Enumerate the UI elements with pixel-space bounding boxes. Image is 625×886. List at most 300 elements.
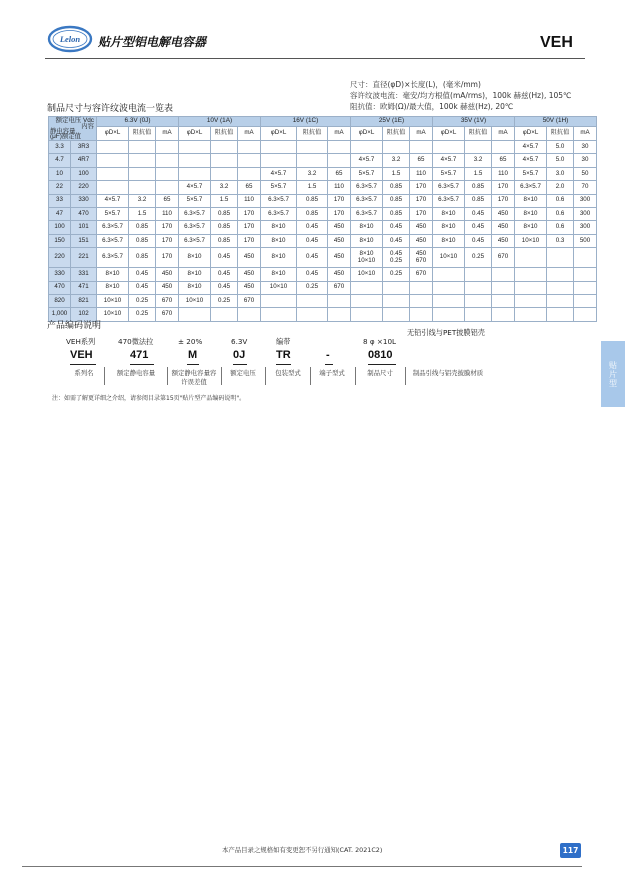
table-cell: 4×5.7	[351, 154, 383, 167]
table-cell	[492, 268, 515, 281]
table-cell: 0.3	[547, 234, 574, 247]
table-cell: 0.85	[211, 207, 238, 220]
table-cell: 0.85	[297, 207, 328, 220]
table-cell	[574, 248, 597, 268]
table-cell: 6.3×5.7	[351, 194, 383, 207]
table-cell: 6.3×5.7	[97, 234, 129, 247]
table-cell: 1.5	[297, 181, 328, 194]
table-cell	[238, 141, 261, 154]
capacitance-code: 331	[71, 268, 97, 281]
table-cell	[547, 281, 574, 294]
table-cell: 0.85	[297, 194, 328, 207]
table-cell: 65	[410, 154, 433, 167]
voltage-header: 10V (1A)	[179, 117, 261, 127]
table-cell	[328, 294, 351, 307]
table-cell: 170	[328, 207, 351, 220]
table-cell: 8×10	[515, 207, 547, 220]
code-part-capacitance: 471	[130, 349, 149, 361]
capacitance-value: 4.7	[49, 154, 71, 167]
table-row	[49, 194, 597, 207]
table-cell: 670	[328, 281, 351, 294]
code-desc-packaging: 编带	[276, 337, 291, 346]
table-cell	[351, 141, 383, 154]
code-underline	[70, 364, 96, 365]
table-cell: 4×5.7	[97, 194, 129, 207]
capacitance-value: 10	[49, 167, 71, 180]
code-label-material: 制品引线与铝壳披膜材质	[412, 369, 484, 377]
table-cell: 8×10	[515, 221, 547, 234]
lelon-logo	[47, 25, 93, 53]
code-underline	[130, 364, 154, 365]
capacitance-code: 102	[71, 308, 97, 321]
capacitance-value: 1,000	[49, 308, 71, 321]
table-cell	[156, 167, 179, 180]
code-divider	[265, 367, 266, 385]
table-cell: 0.85	[129, 234, 156, 247]
table-cell: 450	[328, 221, 351, 234]
table-cell: 450	[492, 221, 515, 234]
table-cell: 670	[492, 248, 515, 268]
table-cell: 8×10	[433, 221, 465, 234]
table-cell	[433, 308, 465, 321]
table-cell: 0.85	[211, 221, 238, 234]
table-cell: 8×10	[351, 234, 383, 247]
table-cell: 450	[238, 268, 261, 281]
table-cell: 8×10	[97, 281, 129, 294]
table-cell: 0.85	[211, 234, 238, 247]
table-cell: 0.25	[383, 268, 410, 281]
code-label-capacitance: 额定静电容量	[116, 369, 156, 377]
table-cell: 5×5.7	[179, 194, 211, 207]
capacitance-value: 22	[49, 181, 71, 194]
capacitance-value: 220	[49, 248, 71, 268]
table-cell	[547, 308, 574, 321]
capacitance-code: 471	[71, 281, 97, 294]
capacitance-value: 330	[49, 268, 71, 281]
sub-header-cell: mA	[156, 127, 179, 141]
voltage-header: 6.3V (0J)	[97, 117, 179, 127]
table-cell	[261, 141, 297, 154]
sub-header-cell: φD×L	[97, 127, 129, 141]
table-cell: 450	[410, 221, 433, 234]
code-label-terminal: 端子型式	[319, 369, 345, 377]
table-cell: 0.45	[297, 248, 328, 268]
table-cell	[515, 281, 547, 294]
table-cell: 0.6	[547, 207, 574, 220]
capacitance-value: 47	[49, 207, 71, 220]
table-cell: 30	[574, 141, 597, 154]
code-desc-series: VEH系列	[66, 337, 96, 346]
table-cell: 170	[156, 221, 179, 234]
sub-header-row	[49, 127, 597, 141]
capacitance-code: 3R3	[71, 141, 97, 154]
code-label-packaging: 包装型式	[275, 369, 301, 377]
capacitance-code: 330	[71, 194, 97, 207]
note-ripple: 容许纹波电流：毫安/均方根值(mA/rms)，100k 赫兹(Hz), 105℃	[350, 91, 572, 100]
table-cell: 0.6	[547, 194, 574, 207]
table-cell: 450	[238, 248, 261, 268]
code-divider	[221, 367, 222, 385]
code-label-voltage: 额定电压	[230, 369, 256, 377]
table-cell: 6.3×5.7	[97, 248, 129, 268]
table-cell	[156, 181, 179, 194]
table-cell: 8×10	[433, 234, 465, 247]
table-cell: 0.85	[465, 181, 492, 194]
table-cell	[211, 141, 238, 154]
capacitance-code: 821	[71, 294, 97, 307]
code-part-size: 0810	[368, 349, 393, 361]
table-cell: 70	[574, 181, 597, 194]
table-cell: 0.45	[297, 268, 328, 281]
table-cell: 6.3×5.7	[179, 234, 211, 247]
table-cell	[129, 154, 156, 167]
table-cell: 0.25	[129, 294, 156, 307]
table-cell	[297, 141, 328, 154]
sub-header-cell: φD×L	[261, 127, 297, 141]
table-cell	[261, 294, 297, 307]
table-cell: 6.3×5.7	[351, 181, 383, 194]
capacitance-code: 4R7	[71, 154, 97, 167]
table-cell: 670	[238, 294, 261, 307]
code-section-title: 产品编码说明	[47, 321, 102, 331]
table-cell: 65	[156, 194, 179, 207]
code-divider	[355, 367, 356, 385]
table-cell: 8×10	[261, 234, 297, 247]
table-cell: 170	[156, 234, 179, 247]
code-underline	[187, 364, 199, 365]
table-cell: 0.85	[383, 207, 410, 220]
table-cell: 8×10	[433, 207, 465, 220]
table-cell: 5×5.7	[97, 207, 129, 220]
table-cell	[211, 308, 238, 321]
table-cell	[410, 294, 433, 307]
table-cell: 8×10 10×10	[351, 248, 383, 268]
voltage-header: 35V (1V)	[433, 117, 515, 127]
sub-header-cell: 阻抗值	[383, 127, 410, 141]
table-cell	[492, 294, 515, 307]
table-cell: 10×10	[97, 308, 129, 321]
code-underline	[368, 364, 396, 365]
table-cell: 5×5.7	[351, 167, 383, 180]
table-cell	[156, 141, 179, 154]
table-cell	[97, 141, 129, 154]
table-cell: 0.45	[465, 234, 492, 247]
capacitance-value: 150	[49, 234, 71, 247]
table-row	[49, 221, 597, 234]
capacitance-value: 470	[49, 281, 71, 294]
table-cell	[410, 141, 433, 154]
table-cell: 0.45	[465, 221, 492, 234]
table-cell	[97, 154, 129, 167]
voltage-header: 25V (1E)	[351, 117, 433, 127]
table-cell: 170	[492, 194, 515, 207]
table-cell: 1.5	[129, 207, 156, 220]
table-row	[49, 207, 597, 220]
footnote: 注：如需了解更详细之介绍，请参阅目录第15页"贴片型产品编码说明"。	[52, 395, 246, 402]
table-cell: 6.3×5.7	[97, 221, 129, 234]
table-cell: 450	[328, 268, 351, 281]
table-cell: 10×10	[351, 268, 383, 281]
side-tab: 贴片型	[601, 341, 625, 407]
table-cell	[433, 281, 465, 294]
corner-voltage: 额定电压 Vdc	[55, 117, 94, 124]
table-cell: 170	[156, 248, 179, 268]
table-cell: 6.3×5.7	[515, 181, 547, 194]
table-cell	[492, 281, 515, 294]
sub-header-cell: φD×L	[515, 127, 547, 141]
table-cell: 170	[238, 234, 261, 247]
footer-note: 本产品目录之规格如有变更恕不另行通知(CAT. 2021C2)	[222, 846, 383, 854]
table-cell: 3.2	[383, 154, 410, 167]
table-cell	[351, 294, 383, 307]
table-cell: 5×5.7	[261, 181, 297, 194]
table-cell: 4×5.7	[179, 181, 211, 194]
table-cell	[328, 308, 351, 321]
table-cell	[433, 268, 465, 281]
table-cell: 0.25	[211, 294, 238, 307]
table-cell: 10×10	[179, 294, 211, 307]
table-cell: 450	[410, 234, 433, 247]
table-cell	[547, 248, 574, 268]
table-cell	[129, 181, 156, 194]
table-cell: 170	[410, 207, 433, 220]
page-number: 117	[560, 843, 581, 858]
table-cell: 6.3×5.7	[261, 194, 297, 207]
voltage-header: 50V (1H)	[515, 117, 597, 127]
code-part-series: VEH	[70, 349, 93, 361]
table-cell: 300	[574, 207, 597, 220]
table-cell: 170	[410, 181, 433, 194]
table-cell: 5×5.7	[433, 167, 465, 180]
table-cell: 8×10	[179, 281, 211, 294]
table-cell: 10×10	[261, 281, 297, 294]
table-cell: 0.85	[465, 194, 492, 207]
table-cell: 0.85	[129, 248, 156, 268]
table-cell	[433, 141, 465, 154]
table-row	[49, 154, 597, 167]
table-cell	[574, 294, 597, 307]
table-cell: 1.5	[465, 167, 492, 180]
table-cell	[179, 154, 211, 167]
note-dimension: 尺寸：直径(φD)×长度(L)，(毫米/mm)	[350, 80, 481, 89]
page-title: 贴片型铝电解电容器	[98, 35, 207, 49]
capacitance-code: 100	[71, 167, 97, 180]
table-cell: 0.45	[211, 268, 238, 281]
table-cell: 10×10	[433, 248, 465, 268]
table-cell	[328, 141, 351, 154]
code-divider	[104, 367, 105, 385]
sub-header-cell: 阻抗值	[297, 127, 328, 141]
table-cell: 450	[156, 281, 179, 294]
table-cell: 170	[238, 207, 261, 220]
capacitance-value: 3.3	[49, 141, 71, 154]
table-cell: 6.3×5.7	[179, 207, 211, 220]
code-underline	[233, 364, 247, 365]
table-cell: 300	[574, 221, 597, 234]
table-cell	[129, 141, 156, 154]
voltage-header: 16V (1C)	[261, 117, 351, 127]
table-cell: 3.2	[297, 167, 328, 180]
code-part-terminal: -	[326, 349, 330, 361]
table-cell	[465, 281, 492, 294]
sub-header-cell: 阻抗值	[465, 127, 492, 141]
table-cell: 670	[156, 308, 179, 321]
table-cell: 500	[574, 234, 597, 247]
table-cell: 450	[156, 268, 179, 281]
table-cell	[383, 294, 410, 307]
table-cell	[547, 294, 574, 307]
table-cell	[515, 248, 547, 268]
table-cell: 4×5.7	[261, 167, 297, 180]
code-desc-size: 8 φ ×10L	[363, 337, 397, 346]
table-cell: 0.25	[129, 308, 156, 321]
table-cell: 0.45	[465, 207, 492, 220]
table-cell: 1.5	[383, 167, 410, 180]
table-cell: 3.2	[465, 154, 492, 167]
table-cell: 8×10	[179, 248, 211, 268]
table-cell: 8×10	[97, 268, 129, 281]
table-cell	[261, 308, 297, 321]
table-row	[49, 141, 597, 154]
code-label-size: 制品尺寸	[367, 369, 393, 377]
code-divider	[310, 367, 311, 385]
table-cell	[492, 308, 515, 321]
corner-item: 内容	[81, 123, 94, 130]
table-cell	[410, 308, 433, 321]
table-cell: 3.0	[547, 167, 574, 180]
table-cell: 0.45	[383, 221, 410, 234]
table-cell	[261, 154, 297, 167]
table-cell: 8×10	[261, 221, 297, 234]
code-part-voltage: 0J	[233, 349, 246, 361]
table-cell	[515, 268, 547, 281]
sub-header-cell: mA	[410, 127, 433, 141]
table-cell: 65	[328, 167, 351, 180]
table-cell: 6.3×5.7	[433, 194, 465, 207]
sub-header-cell: φD×L	[179, 127, 211, 141]
capacitance-code: 220	[71, 181, 97, 194]
table-cell: 0.25	[297, 281, 328, 294]
footer-divider	[22, 866, 582, 867]
table-cell: 0.45	[129, 281, 156, 294]
sub-header-cell: φD×L	[433, 127, 465, 141]
table-cell	[97, 181, 129, 194]
table-cell	[179, 141, 211, 154]
table-cell	[410, 281, 433, 294]
table-cell: 450	[328, 248, 351, 268]
table-cell	[574, 308, 597, 321]
corner-header	[49, 117, 97, 141]
sub-header-cell: 阻抗值	[211, 127, 238, 141]
table-cell: 1.5	[211, 194, 238, 207]
table-cell: 4×5.7	[433, 154, 465, 167]
code-desc-voltage: 6.3V	[231, 337, 248, 346]
table-cell: 0.45	[211, 281, 238, 294]
code-part-tolerance: M	[188, 349, 198, 361]
table-cell: 670	[410, 268, 433, 281]
table-cell	[97, 167, 129, 180]
table-cell	[574, 268, 597, 281]
table-cell: 0.45	[297, 221, 328, 234]
table-cell	[465, 268, 492, 281]
table-row	[49, 294, 597, 307]
table-cell	[238, 154, 261, 167]
code-divider	[167, 367, 168, 385]
table-cell: 50	[574, 167, 597, 180]
table-cell: 0.45	[129, 268, 156, 281]
table-cell	[328, 154, 351, 167]
table-cell	[383, 141, 410, 154]
code-desc-material: 无铅引线与PET披膜铝壳	[407, 328, 485, 337]
table-cell	[297, 308, 328, 321]
code-label-series: 系列名	[74, 369, 94, 377]
table-cell	[238, 167, 261, 180]
table-cell: 5.0	[547, 154, 574, 167]
table-cell	[129, 167, 156, 180]
note-impedance: 阻抗值：欧姆(Ω)/最大值，100k 赫兹(Hz), 20℃	[350, 102, 514, 111]
table-row	[49, 167, 597, 180]
table-cell	[211, 167, 238, 180]
sub-header-cell: mA	[238, 127, 261, 141]
table-cell	[547, 268, 574, 281]
table-cell: 8×10	[179, 268, 211, 281]
sub-header-cell: mA	[492, 127, 515, 141]
table-cell	[156, 154, 179, 167]
table-cell: 65	[238, 181, 261, 194]
table-cell	[465, 308, 492, 321]
table-cell: 6.3×5.7	[179, 221, 211, 234]
table-row	[49, 281, 597, 294]
table-cell: 0.45	[211, 248, 238, 268]
table-cell	[179, 167, 211, 180]
table-row	[49, 181, 597, 194]
sub-header-cell: φD×L	[351, 127, 383, 141]
table-cell	[351, 308, 383, 321]
code-label-tolerance: 额定静电容量容许误差值	[171, 369, 217, 386]
table-cell: 6.3×5.7	[351, 207, 383, 220]
table-cell: 5.0	[547, 141, 574, 154]
table-cell: 110	[328, 181, 351, 194]
table-cell	[211, 154, 238, 167]
corner-capacitance: 静电容量	[50, 128, 76, 135]
capacitance-code: 151	[71, 234, 97, 247]
table-cell: 3.2	[211, 181, 238, 194]
table-cell	[465, 141, 492, 154]
header-divider	[45, 58, 585, 59]
table-cell: 450	[328, 234, 351, 247]
table-cell	[515, 308, 547, 321]
sub-header-cell: 阻抗值	[547, 127, 574, 141]
table-cell: 30	[574, 154, 597, 167]
table-cell: 110	[492, 167, 515, 180]
series-code: VEH	[540, 34, 573, 51]
table-cell	[515, 294, 547, 307]
table-cell	[433, 294, 465, 307]
table-cell	[465, 294, 492, 307]
table-cell: 8×10	[261, 248, 297, 268]
table-cell: 6.3×5.7	[261, 207, 297, 220]
table-cell: 5×5.7	[515, 167, 547, 180]
table-cell: 450	[238, 281, 261, 294]
code-desc-tolerance: ± 20%	[178, 337, 203, 346]
table-cell	[238, 308, 261, 321]
table-cell	[383, 308, 410, 321]
table-cell: 3.2	[129, 194, 156, 207]
table-cell: 8×10	[261, 268, 297, 281]
table-cell: 110	[156, 207, 179, 220]
table-cell: 0.45	[383, 234, 410, 247]
table-row	[49, 268, 597, 281]
